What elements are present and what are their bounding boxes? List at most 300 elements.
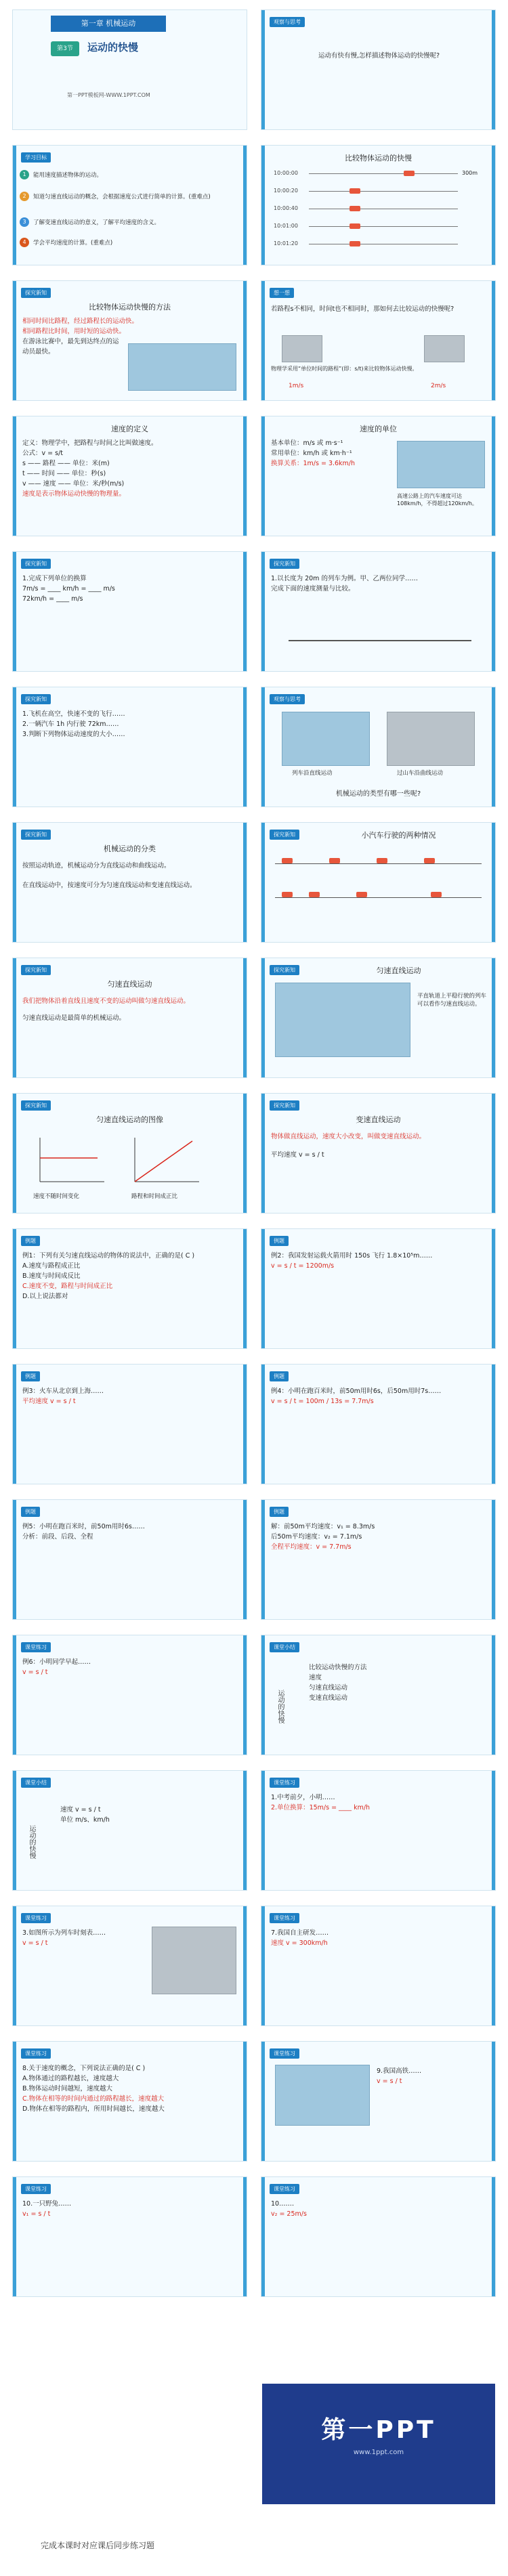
slide-tag: 观察与思考 (270, 694, 305, 704)
side-bar (492, 958, 495, 1077)
row-1 (12, 9, 496, 130)
slide-5[interactable] (12, 280, 247, 401)
car-icon (350, 188, 360, 194)
slide-tag: 探究新知 (270, 559, 299, 569)
side-bar (13, 1229, 16, 1348)
side-bar (492, 1635, 495, 1755)
mindmap-branch: 匀速直线运动 (309, 1684, 348, 1692)
slide-tag: 想一想 (270, 288, 294, 298)
side-bar (13, 823, 16, 942)
mindmap-branch: 速度 v = s / t (60, 1806, 101, 1813)
car-icon (431, 892, 442, 897)
side-bar (261, 958, 265, 1077)
slide-3[interactable] (12, 145, 247, 265)
slide-body (271, 1251, 487, 1271)
row-13 (12, 1635, 496, 1755)
slide-body (271, 574, 487, 594)
high-speed-train-image (275, 983, 410, 1057)
body-line: 我们把物体沿着直线且速度不变的运动叫做匀速直线运动。 (22, 997, 190, 1005)
row-15 (12, 1906, 496, 2026)
slide-body (271, 1928, 487, 1948)
slide-title: 比较物体运动快慢的方法 (89, 303, 171, 312)
body-line: v = s / t (22, 1669, 48, 1676)
body-line: A.物体通过的路程越长，速度越大 (22, 2075, 119, 2082)
body-line: 2.单位换算：15m/s = ____ km/h (271, 1804, 371, 1811)
slide-body (22, 1251, 238, 1302)
side-bar (13, 1771, 16, 1890)
body-line: 相同时间比路程，经过路程长的运动快。 (22, 318, 139, 325)
body-line: v = s / t = 100m / 13s = 7.7m/s (271, 1398, 374, 1405)
body-line: 8.关于速度的概念，下列说法正确的是( C ) (22, 2065, 146, 2072)
side-bar (13, 687, 16, 807)
slide-body (22, 1928, 145, 1948)
timetable-image (152, 1927, 236, 1994)
row-3 (12, 280, 496, 401)
body-line: 例5：小明在跑百米时，前50m用时6s…… (22, 1523, 145, 1530)
body-line: 定义：物理学中，把路程与时间之比叫做速度。 (22, 439, 158, 447)
side-bar (261, 281, 265, 400)
body-line: 在直线运动中，按速度可分为匀速直线运动和变速直线运动。 (22, 882, 196, 889)
side-bar (13, 2177, 16, 2296)
side-bar (261, 1094, 265, 1213)
mindmap-branch: 单位 m/s、km/h (60, 1816, 110, 1824)
car-icon (356, 892, 367, 897)
car-icon (424, 858, 435, 863)
slide-tag: 例题 (21, 1371, 40, 1381)
slide-tag: 探究新知 (270, 965, 299, 975)
slide-tag: 探究新知 (21, 1100, 51, 1111)
slide-body (22, 574, 238, 604)
slide-tag: 例题 (21, 1236, 40, 1246)
side-bar (261, 1771, 265, 1890)
row-12 (12, 1499, 496, 1620)
objective-1: 1 能用速度描述物体的运动。 (33, 171, 102, 179)
body-line: 速度是表示物体运动快慢的物理量。 (22, 490, 126, 498)
slide-13[interactable] (12, 822, 247, 943)
body-line: v = s / t (22, 1939, 48, 1947)
row-16 (12, 2041, 496, 2162)
car-icon (350, 241, 360, 246)
side-bar (261, 2042, 265, 2161)
side-bar (243, 823, 247, 942)
time-label: 10:01:20 (274, 240, 298, 246)
body-line: v —— 速度 —— 单位：米/秒(m/s) (22, 480, 125, 488)
side-bar (243, 1906, 247, 2025)
homework-note: 完成本课时对应课后同步练习题 (41, 2541, 155, 2550)
slide-tag: 课堂练习 (21, 2048, 51, 2059)
body-line: v = s / t = 1200m/s (271, 1262, 335, 1270)
row-7 (12, 822, 496, 943)
body-line: 基本单位：m/s 或 m·s⁻¹ (271, 439, 343, 447)
time-label: 10:01:00 (274, 223, 298, 229)
body-line: 9.我国高铁…… (377, 2067, 422, 2075)
side-bar (261, 1906, 265, 2025)
slide-20[interactable] (261, 1228, 496, 1349)
graph-caption: 速度不随时间变化 (33, 1193, 80, 1200)
side-bar (243, 552, 247, 671)
slide-tag: 探究新知 (21, 288, 51, 298)
slide-12[interactable] (261, 687, 496, 807)
side-bar (243, 1365, 247, 1484)
objective-3: 3 了解变速直线运动的意义，了解平均速度的含义。 (33, 219, 160, 227)
slide-tag: 学习目标 (21, 152, 51, 163)
slide-17[interactable] (12, 1093, 247, 1214)
slide-32[interactable] (261, 2041, 496, 2162)
slide-18[interactable] (261, 1093, 496, 1214)
side-bar (13, 1094, 16, 1213)
side-bar (261, 1635, 265, 1755)
row-9 (12, 1093, 496, 1214)
note-text: 高速公路上的汽车速度可达108km/h，不得超过120km/h。 (397, 493, 478, 507)
ad-url: www.1ppt.com (353, 2449, 404, 2456)
slide-31[interactable] (12, 2041, 247, 2162)
row-6 (12, 687, 496, 807)
side-bar (243, 281, 247, 400)
road-line (275, 863, 482, 864)
side-bar (492, 10, 495, 129)
side-bar (261, 1229, 265, 1348)
mindmap-branch: 比较运动快慢的方法 (309, 1664, 367, 1671)
distance-label: 300m (462, 170, 478, 176)
train-image (282, 712, 370, 766)
body-line: 例3：火车从北京到上海…… (22, 1388, 104, 1395)
body-line: v = s / t (377, 2078, 402, 2085)
slide-15[interactable] (12, 958, 247, 1078)
car-icon (350, 206, 360, 211)
slide-title: 匀速直线运动 (107, 980, 152, 989)
chapter-banner: 第一章 机械运动 (51, 16, 166, 32)
body-line: 公式：v = s/t (22, 450, 63, 457)
slide-22[interactable] (261, 1364, 496, 1484)
slide-body (22, 2199, 238, 2219)
slide-14[interactable] (261, 822, 496, 943)
side-bar (492, 1500, 495, 1619)
body-line: v₂ = 25m/s (271, 2210, 307, 2218)
car-image (282, 335, 322, 362)
side-bar (492, 416, 495, 536)
slide-body (22, 1657, 238, 1677)
body-line: 7m/s = ____ km/h = ____ m/s (22, 585, 115, 593)
highway-image (397, 441, 485, 488)
cover-title: 运动的快慢 (87, 41, 139, 53)
side-bar (243, 1771, 247, 1890)
slide-19[interactable] (12, 1228, 247, 1349)
slide-33[interactable] (12, 2176, 247, 2297)
side-bar (243, 1500, 247, 1619)
slide-10[interactable] (261, 551, 496, 672)
body-line: 常用单位：km/h 或 km·h⁻¹ (271, 450, 352, 457)
bicycle-image (424, 335, 465, 362)
side-bar (13, 416, 16, 536)
mindmap-branch: 变速直线运动 (309, 1694, 348, 1702)
body-line: 例6：小明同学早起…… (22, 1658, 91, 1666)
slide-body (22, 1386, 238, 1407)
time-label: 10:00:40 (274, 205, 298, 211)
side-bar (492, 2177, 495, 2296)
slide-body (22, 861, 238, 890)
slide-title: 匀速直线运动的图像 (96, 1115, 163, 1124)
slide-body (271, 1793, 487, 1813)
road-line (275, 897, 482, 898)
body-line: C.速度不变，路程与时间成正比 (22, 1283, 113, 1290)
slide-2[interactable] (261, 9, 496, 130)
time-label: 10:00:20 (274, 188, 298, 194)
note-text: 平直轨道上平稳行驶的列车可以看作匀速直线运动。 (417, 993, 487, 1008)
slide-tag: 课堂练习 (270, 2048, 299, 2059)
body-line: 在游泳比赛中，最先到达终点的运动员最快。 (22, 338, 119, 356)
mindmap-root: 运动的快慢 (276, 1690, 284, 1723)
body-line: 72km/h = ____ m/s (22, 595, 83, 603)
slide-24[interactable] (261, 1499, 496, 1620)
cover-footer: 第一PPT模板网-WWW.1PPT.COM (67, 92, 150, 98)
body-line: 1.以长度为 20m 的列车为例。甲、乙两位同学…… (271, 575, 418, 582)
slide-tag: 课堂练习 (21, 1913, 51, 1923)
side-bar (243, 958, 247, 1077)
section-badge: 第3节 (51, 41, 79, 56)
side-bar (13, 146, 16, 265)
slide-tag: 课堂练习 (21, 2184, 51, 2194)
slide-body (271, 1522, 487, 1552)
speed-value: 1m/s (289, 383, 304, 389)
objective-4: 4 学会平均速度的计算。(重难点) (33, 239, 112, 247)
slide-30[interactable] (261, 1906, 496, 2026)
slide-7[interactable] (12, 416, 247, 536)
slide-title: 机械运动的分类 (104, 844, 156, 853)
slide-tag: 例题 (270, 1371, 289, 1381)
v-t-graph (33, 1134, 108, 1188)
body-line: 10.一只野兔…… (22, 2200, 72, 2208)
slide-28[interactable] (261, 1770, 496, 1891)
mindmap-root: 运动的快慢 (28, 1825, 35, 1859)
slide-4[interactable] (261, 145, 496, 265)
slide-tag: 探究新知 (21, 559, 51, 569)
row-5 (12, 551, 496, 672)
row-11 (12, 1364, 496, 1484)
caption: 过山车沿曲线运动 (397, 770, 444, 777)
body-line: B.速度与时间成反比 (22, 1272, 81, 1280)
slide-23[interactable] (12, 1499, 247, 1620)
body-line: C.物体在相等的时间内通过的路程越长，速度越大 (22, 2095, 165, 2103)
slide-body (377, 2066, 487, 2086)
body-line: B.物体运动时间越短，速度越大 (22, 2085, 113, 2092)
side-bar (492, 1906, 495, 2025)
body-line: 10.…… (271, 2200, 295, 2208)
slide-tag: 课堂小结 (21, 1778, 51, 1788)
body-line: 换算关系：1m/s = 3.6km/h (271, 460, 356, 467)
ad-logo: 第一PPT (321, 2416, 436, 2444)
body-line: D.物体在相等的路程内，所用时间越长，速度越大 (22, 2105, 165, 2113)
body-line: 全程平均速度：v = 7.7m/s (271, 1543, 352, 1551)
slide-body (271, 2199, 487, 2219)
slide-body (22, 2063, 238, 2114)
slide-tag: 例题 (270, 1236, 289, 1246)
slide-8[interactable] (261, 416, 496, 536)
slide-body (22, 1522, 238, 1542)
track-line (309, 173, 458, 174)
side-bar (243, 146, 247, 265)
side-bar (243, 1635, 247, 1755)
slide-text: 运动有快有慢,怎样描述物体运动的快慢呢? (318, 52, 440, 60)
slide-body (271, 304, 487, 314)
s-t-graph (128, 1134, 203, 1188)
slide-6[interactable] (261, 280, 496, 401)
side-bar (243, 2042, 247, 2161)
slide-body (271, 438, 394, 469)
side-bar (13, 1906, 16, 2025)
body-line: 例1：下列有关匀速直线运动的物体的说法中，正确的是( C ) (22, 1252, 195, 1260)
row-10 (12, 1228, 496, 1349)
slide-29[interactable] (12, 1906, 247, 2026)
time-label: 10:00:00 (274, 170, 298, 176)
slide-11[interactable] (12, 687, 247, 807)
body-line: v₁ = s / t (22, 2210, 51, 2218)
high-speed-rail-image (275, 2065, 370, 2126)
row-2 (12, 145, 496, 265)
side-bar (261, 10, 265, 129)
slide-tag: 探究新知 (270, 1100, 299, 1111)
body-line: 1.飞机在高空，快速不变的飞行…… (22, 710, 125, 718)
cover-slide[interactable] (12, 9, 247, 130)
swimming-pool-image (128, 343, 236, 391)
side-bar (243, 1094, 247, 1213)
body-line: 3.如图所示为列车时刻表…… (22, 1929, 106, 1937)
slide-tag: 探究新知 (270, 830, 299, 840)
mindmap-branch: 速度 (309, 1674, 322, 1681)
body-line: 7.我国自主研发…… (271, 1929, 329, 1937)
side-bar (13, 958, 16, 1077)
bottom-ad-banner[interactable] (262, 2384, 495, 2504)
body-line: D.以上说法都对 (22, 1293, 68, 1300)
body-line: 平均速度 v = s / t (271, 1151, 324, 1159)
car-icon (350, 223, 360, 229)
graph-caption: 路程和时间成正比 (131, 1193, 178, 1200)
side-bar (492, 2042, 495, 2161)
body-line: 解：前50m平均速度：v₁ = 8.3m/s (271, 1523, 375, 1530)
slide-25[interactable] (12, 1635, 247, 1755)
row-8 (12, 958, 496, 1078)
body-line: 例4：小明在跑百米时，前50m用时6s，后50m用时7s…… (271, 1388, 442, 1395)
slide-tag: 课堂小结 (270, 1642, 299, 1652)
mindmap-branches (60, 1805, 238, 1825)
body-line: 分析：前段、后段、全程 (22, 1533, 93, 1541)
slide-tag: 观察与思考 (270, 17, 305, 27)
slide-tag: 探究新知 (21, 830, 51, 840)
side-bar (492, 1365, 495, 1484)
side-bar (492, 1094, 495, 1213)
body-line: 物体做直线运动，速度大小改变，叫做变速直线运动。 (271, 1133, 426, 1140)
body-line: 例2：我国发射运载火箭用时 150s 飞行 1.8×10⁵m…… (271, 1252, 433, 1260)
track-line (309, 191, 458, 192)
car-icon (329, 858, 340, 863)
body-line: A.速度与路程成正比 (22, 1262, 81, 1270)
side-bar (243, 1229, 247, 1348)
body-line: 2.一辆汽车 1h 内行驶 72km…… (22, 721, 119, 728)
body-line: 平均速度 v = s / t (22, 1398, 76, 1405)
slide-tag: 探究新知 (21, 694, 51, 704)
side-bar (13, 552, 16, 671)
slide-tag: 课堂练习 (270, 2184, 299, 2194)
side-bar (13, 1365, 16, 1484)
body-line: 1.中考前夕，小明…… (271, 1794, 335, 1801)
slide-body (271, 1386, 487, 1407)
body-line: 相同路程比时间，用时短的运动快。 (22, 328, 126, 335)
side-bar (261, 1500, 265, 1619)
speed-value: 2m/s (431, 383, 446, 389)
slide-tag: 课堂练习 (270, 1913, 299, 1923)
side-bar (13, 281, 16, 400)
car-icon (377, 858, 387, 863)
slide-title: 速度的单位 (360, 425, 397, 433)
row-14 (12, 1770, 496, 1891)
slide-body (22, 438, 238, 499)
side-bar (13, 1500, 16, 1619)
body-line: t —— 时间 —— 单位：秒(s) (22, 470, 106, 477)
slide-body (22, 709, 238, 739)
slide-tag: 探究新知 (21, 965, 51, 975)
body-line: 后50m平均速度：v₂ = 7.1m/s (271, 1533, 362, 1541)
body-line: 速度 v = 300km/h (271, 1939, 328, 1947)
mindmap-branches (309, 1662, 487, 1703)
roller-coaster-image (387, 712, 475, 766)
slide-tag: 例题 (21, 1507, 40, 1517)
slide-27[interactable] (12, 1770, 247, 1891)
slide-title: 变速直线运动 (356, 1115, 401, 1124)
track-line (289, 640, 471, 641)
slide-title: 比较物体运动的快慢 (345, 154, 412, 163)
body-line: 完成下面的速度测量与比较。 (271, 585, 355, 593)
slide-tag: 例题 (270, 1507, 289, 1517)
side-bar (261, 146, 265, 265)
car-icon (309, 892, 320, 897)
slide-title: 匀速直线运动 (376, 966, 421, 975)
car-icon (282, 892, 293, 897)
side-bar (261, 2177, 265, 2296)
objective-2: 2 知道匀速直线运动的概念，会根据速度公式进行简单的计算。(重难点) (33, 193, 238, 201)
side-bar (261, 552, 265, 671)
slide-16[interactable] (261, 958, 496, 1078)
side-bar (13, 1635, 16, 1755)
slide-tag: 课堂练习 (21, 1642, 51, 1652)
slide-body (22, 996, 238, 1023)
row-4 (12, 416, 496, 536)
side-bar (243, 2177, 247, 2296)
body-line: 3.判断下列物体运动速度的大小…… (22, 731, 125, 738)
side-bar (492, 552, 495, 671)
row-17 (12, 2176, 496, 2297)
side-bar (492, 1229, 495, 1348)
caption: 列车沿直线运动 (292, 770, 333, 777)
slide-9[interactable] (12, 551, 247, 672)
body-line: 若路程s不相同，时间t也不相同时，那如何去比较运动的快慢呢? (271, 305, 454, 313)
track-line (309, 226, 458, 227)
slide-title: 小汽车行驶的两种情况 (361, 831, 436, 840)
side-bar (243, 687, 247, 807)
slide-tag: 课堂练习 (270, 1778, 299, 1788)
slide-body (271, 1132, 487, 1160)
note-text: 物理学采用“单位时间的路程”(即：s/t)来比较物体运动快慢。 (271, 366, 418, 372)
body-line: 匀速直线运动是最简单的机械运动。 (22, 1014, 126, 1022)
car-icon (282, 858, 293, 863)
slide-26[interactable] (261, 1635, 496, 1755)
slide-34[interactable] (261, 2176, 496, 2297)
body-line: 1.完成下列单位的换算 (22, 575, 87, 582)
side-bar (492, 823, 495, 942)
slide-21[interactable] (12, 1364, 247, 1484)
side-bar (492, 1771, 495, 1890)
side-bar (261, 1365, 265, 1484)
body-line: s —— 路程 —— 单位：米(m) (22, 460, 110, 467)
question-text: 机械运动的类型有哪一些呢? (335, 790, 421, 798)
